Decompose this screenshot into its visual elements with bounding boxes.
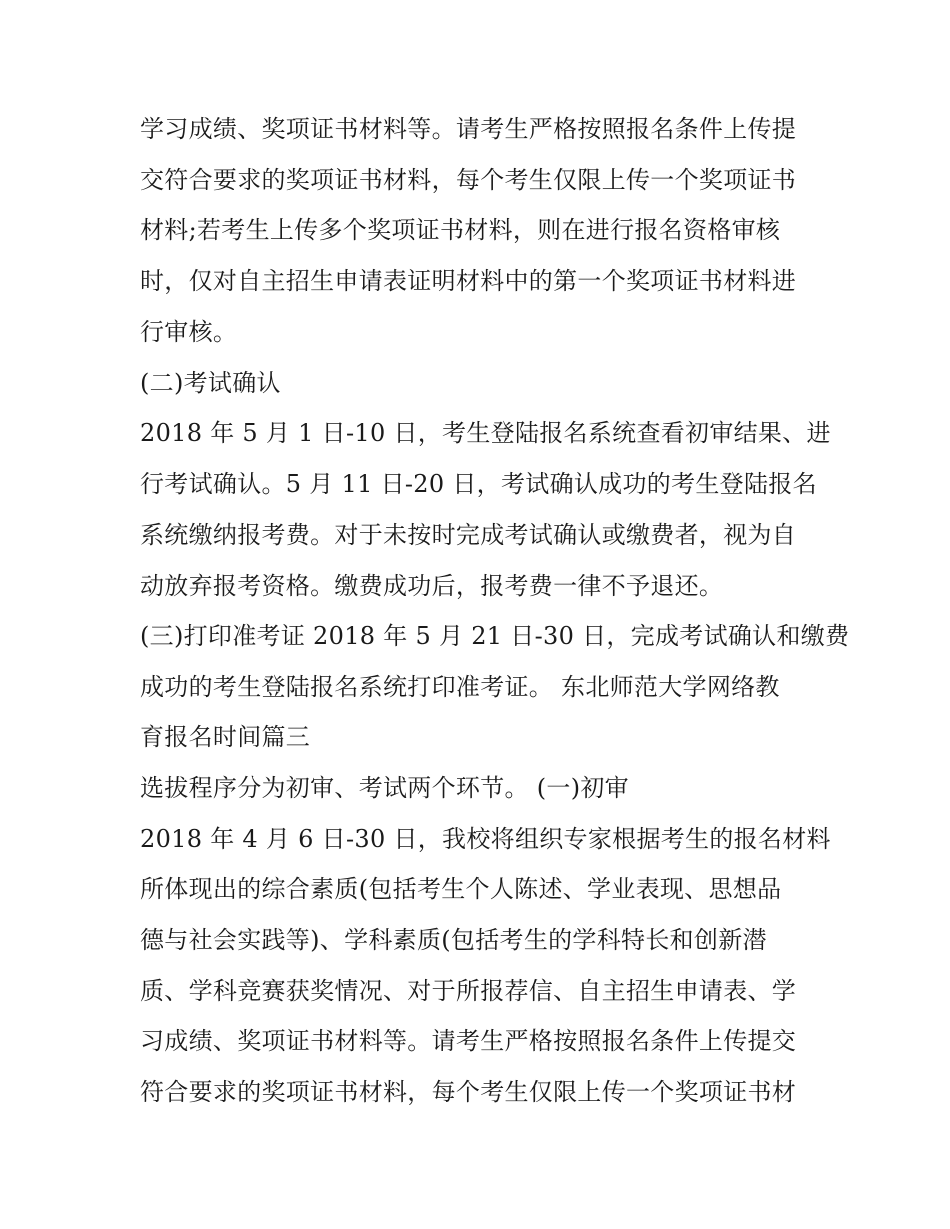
text-line: 2018 年 4 月 6 日-30 日，我校将组织专家根据考生的报名材料 bbox=[140, 825, 831, 853]
text-line: 2018 年 5 月 1 日-10 日，考生登陆报名系统查看初审结果、进 bbox=[140, 419, 831, 447]
text-line: (三)打印准考证 2018 年 5 月 21 日-30 日，完成考试确认和缴费 bbox=[140, 622, 850, 650]
text-line: 育报名时间篇三 bbox=[140, 723, 311, 751]
text-line: 德与社会实践等)、学科素质(包括考生的学科特长和创新潜 bbox=[140, 926, 767, 954]
text-line: 选拔程序分为初审、考试两个环节。 (一)初审 bbox=[140, 774, 629, 802]
text-line: 交符合要求的奖项证书材料，每个考生仅限上传一个奖项证书 bbox=[140, 166, 797, 194]
text-line: 时，仅对自主招生申请表证明材料中的第一个奖项证书材料进 bbox=[140, 267, 797, 295]
text-line: 质、学科竞赛获奖情况、对于所报荐信、自主招生申请表、学 bbox=[140, 977, 797, 1005]
text-line: 成功的考生登陆报名系统打印准考证。 东北师范大学网络教 bbox=[140, 673, 780, 701]
text-line: 学习成绩、奖项证书材料等。请考生严格按照报名条件上传提 bbox=[140, 115, 797, 143]
text-line: 所体现出的综合素质(包括考生个人陈述、学业表现、思想品 bbox=[140, 875, 782, 903]
text-line: 习成绩、奖项证书材料等。请考生严格按照报名条件上传提交 bbox=[140, 1027, 797, 1055]
text-line: 动放弃报考资格。缴费成功后，报考费一律不予退还。 bbox=[140, 572, 724, 600]
text-line: 系统缴纳报考费。对于未按时完成考试确认或缴费者，视为自 bbox=[140, 521, 797, 549]
section-heading: (二)考试确认 bbox=[140, 369, 281, 397]
text-line: 行考试确认。5 月 11 日-20 日，考试确认成功的考生登陆报名 bbox=[140, 470, 817, 498]
text-line: 符合要求的奖项证书材料，每个考生仅限上传一个奖项证书材 bbox=[140, 1078, 797, 1106]
text-line: 材料;若考生上传多个奖项证书材料，则在进行报名资格审核 bbox=[140, 216, 781, 244]
text-line: 行审核。 bbox=[140, 318, 238, 346]
